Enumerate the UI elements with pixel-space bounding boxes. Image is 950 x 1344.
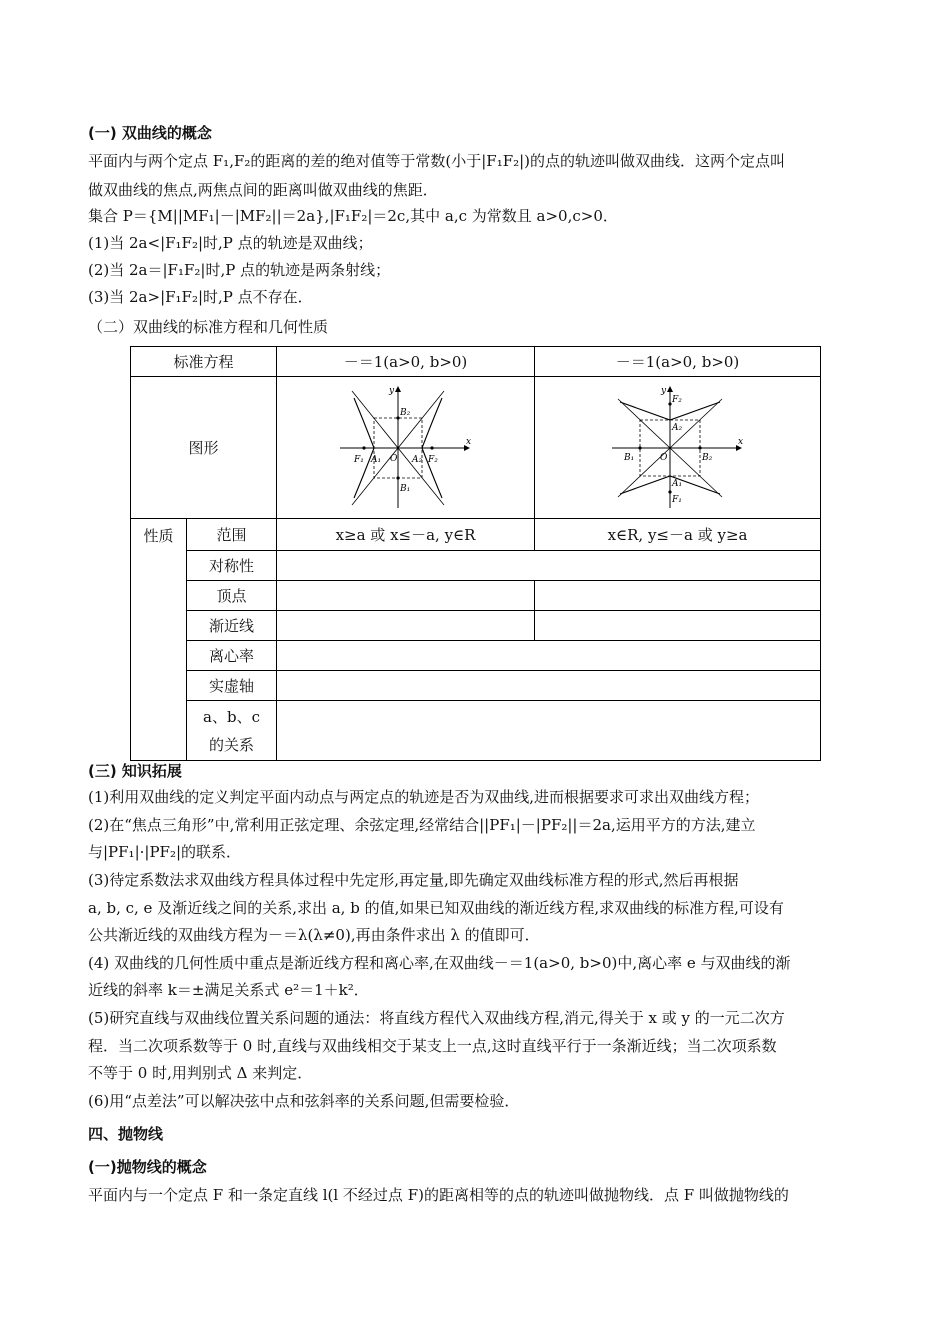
hyperbola-y-axis-figure [608, 382, 748, 514]
set-definition: 集合 P＝{M||MF₁|－|MF₂||＝2a},|F₁F₂|＝2c,其中 a,c 为常数且 a>0,c>0． [88, 207, 618, 225]
fig2-label-y: y [660, 385, 666, 396]
symmetry-cell [277, 551, 821, 581]
equation-y-axis: －＝1(a>0, b>0) [535, 347, 821, 377]
section-title-concept: (一) 双曲线的概念 [88, 124, 212, 142]
equation-x-axis: －＝1(a>0, b>0) [277, 347, 535, 377]
fig1-label-f1: F₁ [353, 454, 364, 465]
extension-line: 程．当二次项系数等于 0 时,直线与双曲线相交于某支上一点,这时直线平行于一条渐近线；当二次项系数 [88, 1037, 777, 1055]
condition-line: (2)当 2a＝|F₁F₂|时,P 点的轨迹是两条射线； [88, 261, 391, 279]
row-label-eccentricity: 离心率 [187, 641, 277, 671]
subsection-title-parabola-concept: (一)抛物线的概念 [88, 1158, 207, 1176]
row-label-asymptote: 渐近线 [187, 611, 277, 641]
extension-line: (5)研究直线与双曲线位置关系问题的通法：将直线方程代入双曲线方程,消元,得关于 x 或 y 的一元二次方 [88, 1009, 785, 1027]
condition-line: (1)当 2a<|F₁F₂|时,P 点的轨迹是双曲线； [88, 234, 373, 252]
asymptote-cell-y [535, 611, 821, 641]
fig2-label-o: O [659, 452, 667, 463]
fig1-label-y: y [388, 385, 394, 396]
header-properties: 性质 [131, 519, 187, 761]
fig1-label-o: O [389, 453, 397, 464]
hyperbola-x-axis-figure [336, 382, 476, 514]
fig2-label-b2: B₂ [701, 452, 712, 463]
vertex-cell-y [535, 581, 821, 611]
asymptote-cell-x [277, 611, 535, 641]
extension-line: 公共渐近线的双曲线方程为－＝λ(λ≠0),再由条件求出 λ 的值即可． [88, 926, 540, 944]
range-y-axis: x∈R, y≤－a 或 y≥a [535, 519, 821, 551]
condition-line: (3)当 2a>|F₁F₂|时,P 点不存在． [88, 288, 313, 306]
fig1-label-b2: B₂ [399, 407, 410, 418]
row-label-vertex: 顶点 [187, 581, 277, 611]
properties-table [130, 346, 821, 761]
axes-cell [277, 671, 821, 701]
paragraph-line: 平面内与两个定点 F₁,F₂的距离的差的绝对值等于常数(小于|F₁F₂|)的点的轨迹叫做双曲线．这两个定点叫 [88, 152, 786, 170]
fig2-label-f2: F₂ [671, 394, 682, 405]
extension-line: 近线的斜率 k＝±满足关系式 e²＝1＋k²． [88, 981, 369, 999]
fig2-label-b1: B₁ [623, 452, 634, 463]
parabola-definition-line: 平面内与一个定点 F 和一条定直线 l(l 不经过点 F)的距离相等的点的轨迹叫做抛物线．点 F 叫做抛物线的 [88, 1186, 789, 1204]
fig2-label-x: x [737, 436, 743, 447]
fig1-label-a1: A₁ [370, 454, 381, 465]
figure-cell-y-axis [535, 377, 821, 519]
extension-line: 不等于 0 时,用判别式 Δ 来判定． [88, 1064, 313, 1082]
section-title-parabola: 四、抛物线 [88, 1125, 164, 1143]
fig1-label-x: x [465, 436, 471, 447]
abc-label-line1: a、b、c [203, 707, 260, 726]
range-x-axis: x≥a 或 x≤－a, y∈R [277, 519, 535, 551]
eccentricity-cell [277, 641, 821, 671]
fig1-label-b1: B₁ [399, 483, 410, 494]
section-title-standard-equation: （二）双曲线的标准方程和几何性质 [88, 318, 329, 336]
header-figure: 图形 [131, 377, 277, 519]
section-title-extension: (三) 知识拓展 [88, 762, 182, 780]
row-label-axes: 实虚轴 [187, 671, 277, 701]
extension-line: 与|PF₁|·|PF₂|的联系． [88, 843, 242, 861]
header-standard-equation: 标准方程 [131, 347, 277, 377]
extension-line: (6)用“点差法”可以解决弦中点和弦斜率的关系问题,但需要检验． [88, 1092, 520, 1110]
row-label-range: 范围 [187, 519, 277, 551]
extension-line: (4) 双曲线的几何性质中重点是渐近线方程和离心率,在双曲线－＝1(a>0, b>0)中,离心率 e 与双曲线的渐 [88, 954, 791, 972]
extension-line: (3)待定系数法求双曲线方程具体过程中先定形,再定量,即先确定双曲线标准方程的形式,然后再根据 [88, 871, 739, 889]
paragraph-line: 做双曲线的焦点,两焦点间的距离叫做双曲线的焦距． [88, 181, 438, 199]
abc-relation-cell [277, 701, 821, 761]
extension-line: a, b, c, e 及渐近线之间的关系,求出 a, b 的值,如果已知双曲线的渐近线方程,求双曲线的标准方程,可设有 [88, 899, 784, 917]
fig2-label-f1: F₁ [671, 494, 682, 505]
fig1-label-f2: F₂ [427, 454, 438, 465]
row-label-symmetry: 对称性 [187, 551, 277, 581]
fig1-label-a2: A₂ [411, 454, 422, 465]
abc-label-line2: 的关系 [209, 735, 255, 754]
row-label-abc-relation [187, 701, 277, 761]
fig2-label-a2: A₂ [671, 422, 682, 433]
fig2-label-a1: A₁ [671, 478, 682, 489]
extension-line: (1)利用双曲线的定义判定平面内动点与两定点的轨迹是否为双曲线,进而根据要求可求出双曲线方程； [88, 788, 760, 806]
figure-cell-x-axis [277, 377, 535, 519]
extension-line: (2)在“焦点三角形”中,常利用正弦定理、余弦定理,经常结合||PF₁|－|PF₂||＝2a,运用平方的方法,建立 [88, 816, 756, 834]
vertex-cell-x [277, 581, 535, 611]
